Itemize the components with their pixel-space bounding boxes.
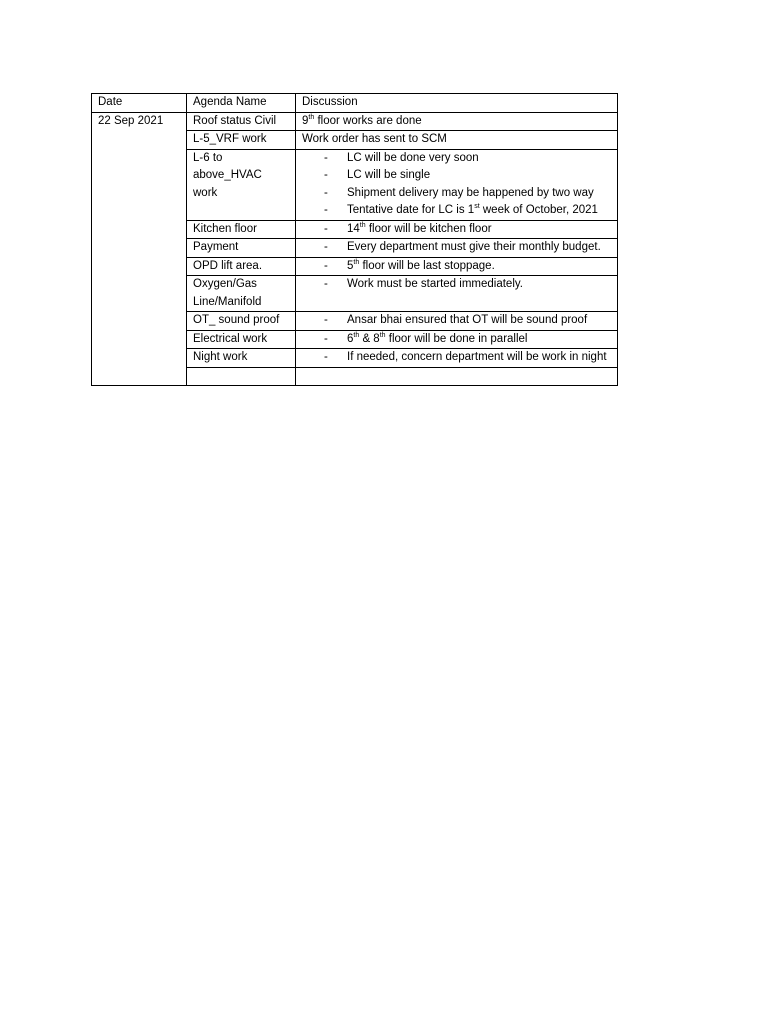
list-item <box>302 349 611 367</box>
header-agenda-name: Agenda Name <box>187 94 296 113</box>
superscript-text: th <box>308 113 315 121</box>
superscript-text: th <box>353 258 360 266</box>
discussion-bullet-list <box>302 331 611 349</box>
text-fragment: Every department must give their monthly budget. <box>347 241 601 253</box>
agenda-name-cell: Payment <box>187 239 296 258</box>
text-fragment: Tentative date for LC is 1 <box>347 204 475 216</box>
list-item <box>302 167 611 185</box>
meeting-minutes-table <box>91 93 618 386</box>
text-fragment: 9 <box>302 114 309 127</box>
table-body <box>92 94 618 386</box>
text-fragment: week of October, 2021 <box>479 204 598 216</box>
agenda-name-cell <box>187 367 296 385</box>
text-fragment: LC will be single <box>347 169 431 181</box>
text-fragment: Shipment delivery may be happened by two way <box>347 186 594 199</box>
discussion-cell <box>296 149 618 220</box>
discussion-bullet-list <box>302 276 611 294</box>
list-item <box>302 312 611 330</box>
text-fragment: If needed, concern department will be work in night <box>347 351 607 363</box>
text-fragment: LC will be done very soon <box>347 151 479 164</box>
discussion-cell <box>296 330 618 349</box>
bullet-dash: - <box>324 259 328 272</box>
agenda-name-cell: Oxygen/Gas Line/Manifold <box>187 276 296 312</box>
list-item <box>302 239 611 257</box>
discussion-cell <box>296 239 618 258</box>
text-fragment: floor will be last stoppage. <box>359 259 495 272</box>
text-fragment: Work must be started immediately. <box>347 278 523 290</box>
bullet-dash: - <box>324 278 328 290</box>
text-fragment: floor will be kitchen floor <box>365 222 492 235</box>
date-cell: 22 Sep 2021 <box>92 112 187 385</box>
agenda-name-cell: OPD lift area. <box>187 257 296 276</box>
discussion-cell <box>296 276 618 312</box>
agenda-name-cell: Night work <box>187 349 296 368</box>
bullet-dash: - <box>324 204 328 216</box>
superscript-text: th <box>379 331 386 339</box>
agenda-name-cell: Roof status Civil <box>187 112 296 131</box>
list-item <box>302 221 611 239</box>
bullet-dash: - <box>324 332 328 345</box>
discussion-cell <box>296 367 618 385</box>
agenda-name-cell: OT_ sound proof <box>187 312 296 331</box>
list-item <box>302 150 611 168</box>
list-item <box>302 202 611 220</box>
list-item <box>302 276 611 294</box>
bullet-dash: - <box>324 151 328 164</box>
agenda-name-cell: L-6 to above_HVAC work <box>187 149 296 220</box>
agenda-name-cell: L-5_VRF work <box>187 131 296 150</box>
discussion-bullet-list <box>302 221 611 239</box>
discussion-text <box>302 113 611 131</box>
text-fragment: 6 <box>347 332 354 345</box>
header-row <box>92 94 618 113</box>
discussion-bullet-list <box>302 312 611 330</box>
discussion-cell <box>296 112 618 131</box>
discussion-bullet-list <box>302 258 611 276</box>
text-fragment: 5 <box>347 259 354 272</box>
discussion-cell <box>296 257 618 276</box>
header-discussion: Discussion <box>296 94 618 113</box>
bullet-dash: - <box>324 241 328 253</box>
discussion-bullet-list <box>302 150 611 220</box>
discussion-cell <box>296 349 618 368</box>
bullet-dash: - <box>324 314 328 326</box>
text-fragment: 14 <box>347 222 360 235</box>
list-item <box>302 185 611 203</box>
agenda-name-cell: Kitchen floor <box>187 220 296 239</box>
text-fragment: Ansar bhai ensured that OT will be sound proof <box>347 314 588 326</box>
bullet-dash: - <box>324 351 328 363</box>
discussion-cell <box>296 312 618 331</box>
text-fragment: floor works are done <box>314 114 422 127</box>
superscript-text: th <box>359 221 366 229</box>
list-item <box>302 258 611 276</box>
list-item <box>302 331 611 349</box>
bullet-dash: - <box>324 169 328 181</box>
superscript-text: st <box>474 203 480 210</box>
discussion-bullet-list <box>302 239 611 257</box>
discussion-cell <box>296 131 618 150</box>
text-fragment: floor will be done in parallel <box>385 332 528 345</box>
bullet-dash: - <box>324 186 328 199</box>
text-fragment: & 8 <box>359 332 380 345</box>
agenda-name-cell: Electrical work <box>187 330 296 349</box>
discussion-cell <box>296 220 618 239</box>
discussion-bullet-list <box>302 349 611 367</box>
discussion-text <box>302 131 611 149</box>
bullet-dash: - <box>324 222 328 235</box>
superscript-text: th <box>353 331 360 339</box>
text-fragment: Work order has sent to SCM <box>302 133 447 145</box>
table-row <box>92 112 618 131</box>
header-date: Date <box>92 94 187 113</box>
